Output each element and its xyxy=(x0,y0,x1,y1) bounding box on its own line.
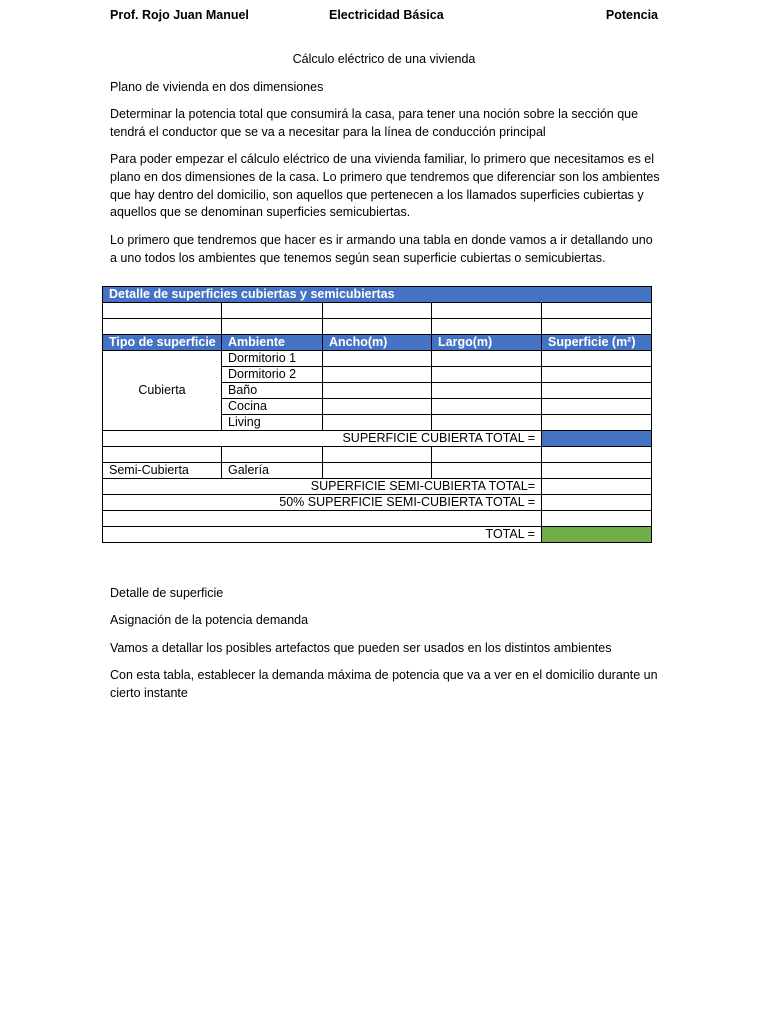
table-row xyxy=(103,462,652,478)
cubierta-total-label: SUPERFICIE CUBIERTA TOTAL = xyxy=(103,430,542,446)
header-topic: Potencia xyxy=(605,8,658,22)
paragraph-objetivo: Determinar la potencia total que consumirá la casa, para tener una noción sobre la sección que tendrá el conductor que se va a necesitar para la línea de conducción principal xyxy=(110,107,639,139)
total-label: TOTAL = xyxy=(103,526,542,542)
table-row xyxy=(103,510,652,526)
room-cell: Baño xyxy=(222,382,323,398)
paragraph-asignacion: Asignación de la potencia demanda xyxy=(110,613,309,627)
table-row xyxy=(103,446,652,462)
paragraph-artefactos: Vamos a detallar los posibles artefactos que pueden ser usados en los distintos ambientes xyxy=(110,641,612,655)
header-author: Prof. Rojo Juan Manuel xyxy=(110,8,249,22)
surface-table xyxy=(102,286,652,543)
room-cell: Cocina xyxy=(222,398,323,414)
paragraph-tabla-intro: Lo primero que tendremos que hacer es ir armando una tabla en donde vamos a ir detallando uno a uno todos los ambientes que tenemos según sean superficie cubiertas o semicubiertas. xyxy=(110,233,653,265)
table-row xyxy=(103,303,652,319)
semi-total-label: SUPERFICIE SEMI-CUBIERTA TOTAL= xyxy=(103,478,542,494)
page-header xyxy=(110,8,658,26)
header-superficie: Superficie (m²) xyxy=(542,334,652,350)
table-header-row xyxy=(103,334,652,350)
document-title: Cálculo eléctrico de una vivienda xyxy=(292,52,476,66)
header-ancho: Ancho(m) xyxy=(323,334,432,350)
cubierta-label: Cubierta xyxy=(103,350,222,430)
paragraph-introduccion: Para poder empezar el cálculo eléctrico de una vivienda familiar, lo primero que necesitamos es el plano en dos dimensiones de la casa. Lo primero que tendremos que diferenciar son los ambientes que hay dentro del domicilio, son aquellos que pertenecen a los llamados superficies cubiertas y aquellos que se denominan superficies semicubiertas. xyxy=(110,152,660,220)
room-cell: Dormitorio 2 xyxy=(222,366,323,382)
room-cell: Dormitorio 1 xyxy=(222,350,323,366)
semi-label: Semi-Cubierta xyxy=(103,462,222,478)
table-row xyxy=(103,526,652,542)
room-cell: Galería xyxy=(222,462,323,478)
table-row xyxy=(103,430,652,446)
cubierta-total-cell xyxy=(542,430,652,446)
room-cell: Living xyxy=(222,414,323,430)
header-tipo: Tipo de superficie xyxy=(103,334,222,350)
total-cell xyxy=(542,526,652,542)
paragraph-detalle: Detalle de superficie xyxy=(110,586,224,600)
table-row xyxy=(103,478,652,494)
table-caption: Detalle de superficies cubiertas y semicubiertas xyxy=(103,287,652,303)
paragraph-demanda: Con esta tabla, establecer la demanda máxima de potencia que va a ver en el domicilio durante un cierto instante xyxy=(110,668,658,700)
paragraph-plano: Plano de vivienda en dos dimensiones xyxy=(110,80,324,94)
table-caption-row xyxy=(103,287,652,303)
header-subject: Electricidad Básica xyxy=(329,8,444,22)
table-row xyxy=(103,494,652,510)
semi-half-label: 50% SUPERFICIE SEMI-CUBIERTA TOTAL = xyxy=(103,494,542,510)
header-ambiente: Ambiente xyxy=(222,334,323,350)
header-largo: Largo(m) xyxy=(432,334,542,350)
table-row xyxy=(103,318,652,334)
table-row xyxy=(103,350,652,366)
